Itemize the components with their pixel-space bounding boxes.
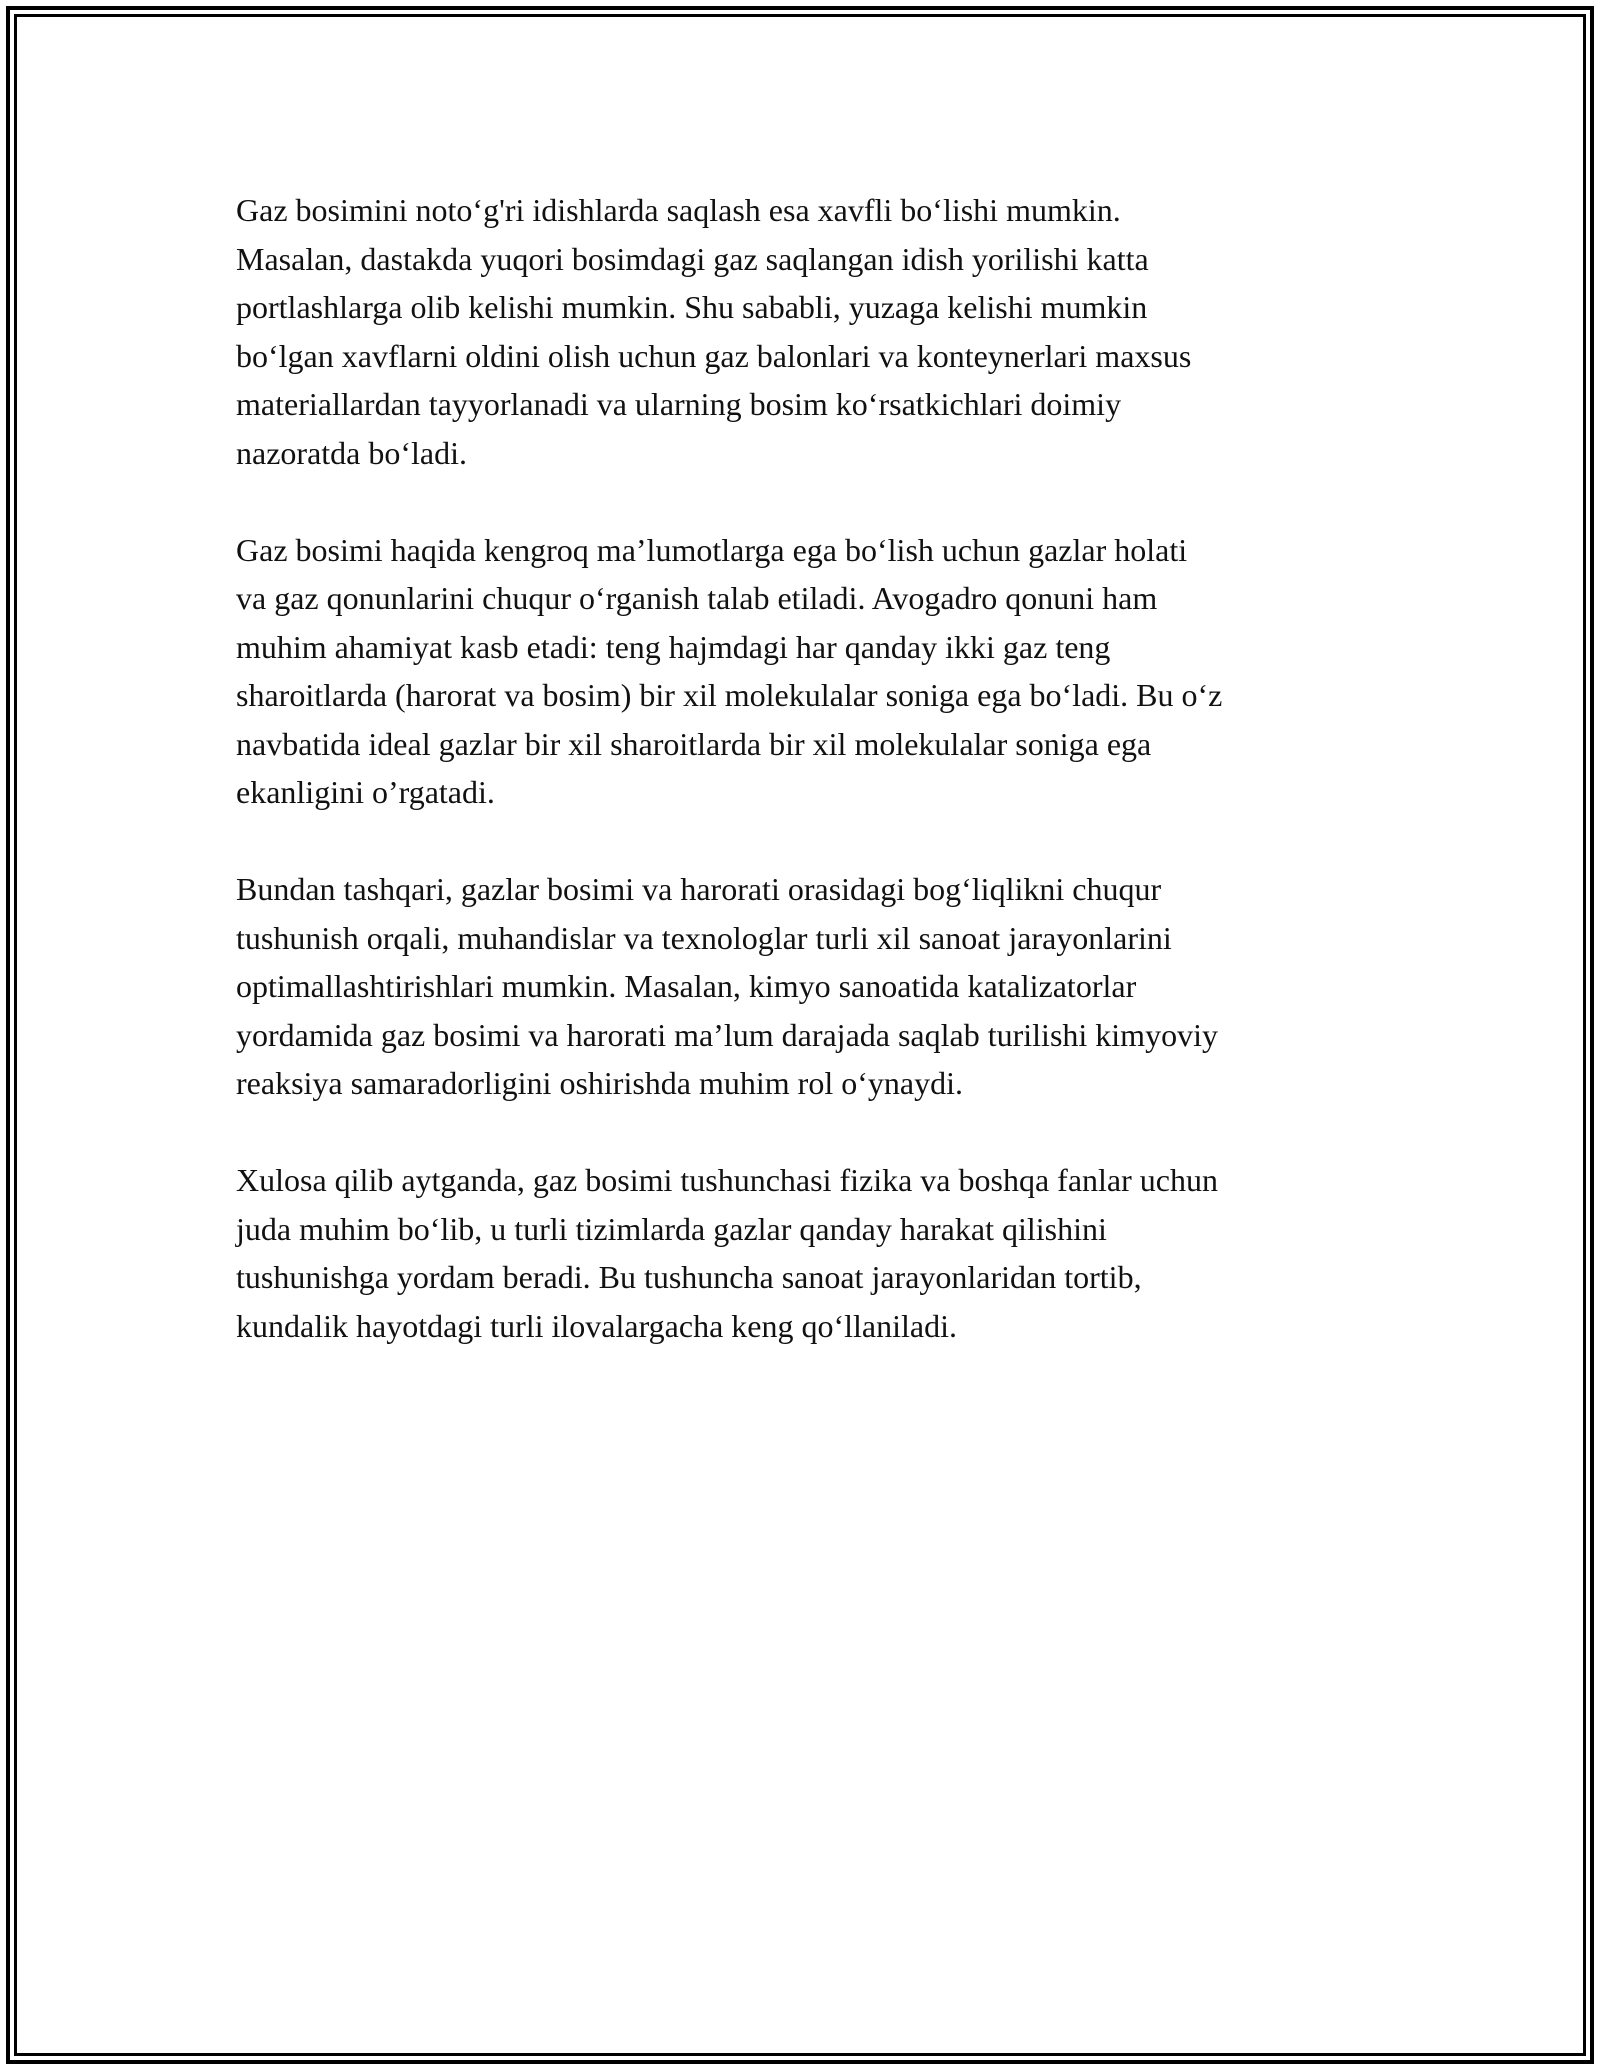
paragraph-2: Gaz bosimi haqida kengroq ma’lumotlarga ega bo‘lish uchun gazlar holati va gaz qonunlarini chuqur o‘rganish talab etiladi. Avogadro qonuni ham muhim ahamiyat kasb etadi: teng hajmdagi har qanday ikki gaz teng sharoitlarda (harorat va bosim) bir xil molekulalar soniga ega bo‘ladi. Bu o‘z navbatida ideal gazlar bir xil sharoitlarda bir xil molekulalar soniga ega ekanligini o’rgatadi. [236,531,1223,810]
paragraph-1: Gaz bosimini noto‘g'ri idishlarda saqlash esa xavfli bo‘lishi mumkin. Masalan, dastakda yuqori bosimdagi gaz saqlangan idish yorilishi katta portlashlarga olib kelishi mumkin. Shu sababli, yuzaga kelishi mumkin bo‘lgan xavflarni oldini olish uchun gaz balonlari va konteynerlari maxsus materiallardan tayyorlanadi va ularning bosim ko‘rsatkichlari doimiy nazoratda bo‘ladi. [236,192,1192,471]
paragraph-4: Xulosa qilib aytganda, gaz bosimi tushunchasi fizika va boshqa fanlar uchun juda muhim bo‘lib, u turli tizimlarda gazlar qanday harakat qilishini tushunishga yordam beradi. Bu tushuncha sanoat jarayonlaridan tortib, kundalik hayotdagi turli ilovalargacha keng qo‘llaniladi. [236,1162,1218,1344]
document-body [236,186,1396,1399]
paragraph-3: Bundan tashqari, gazlar bosimi va harorati orasidagi bog‘liqlikni chuqur tushunish orqali, muhandislar va texnologlar turli xil sanoat jarayonlarini optimallashtirishlari mumkin. Masalan, kimyo sanoatida katalizatorlar yordamida gaz bosimi va harorati ma’lum darajada saqlab turilishi kimyoviy reaksiya samaradorligini oshirishda muhim rol o‘ynaydi. [236,871,1218,1101]
